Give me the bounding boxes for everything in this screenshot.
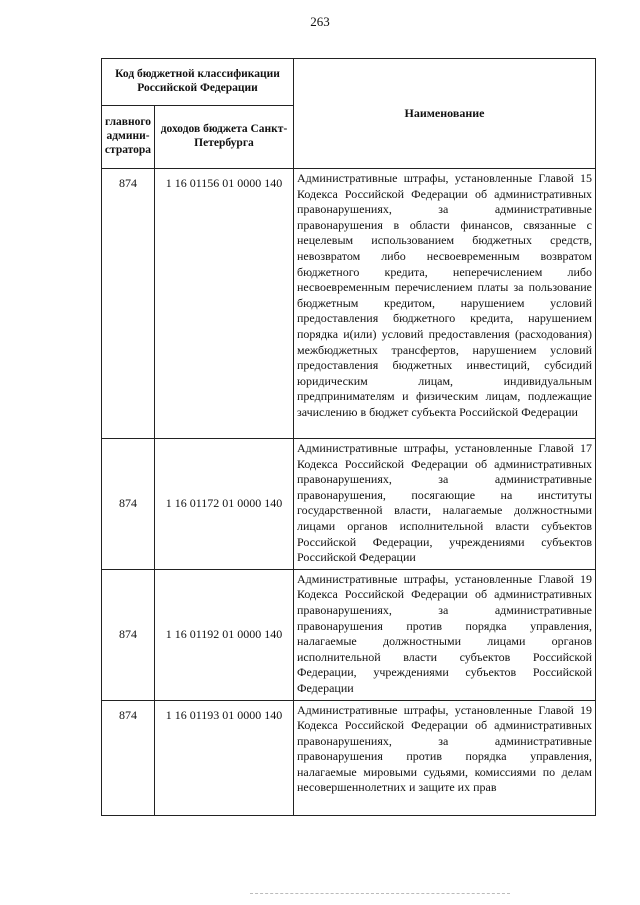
row-admin-code: 874 [102, 439, 155, 570]
header-code-group: Код бюджетной классификации Российской Федерации [102, 59, 294, 106]
row-name: Административные штрафы, установленные Главой 17 Кодекса Российской Федерации об административных правонарушениях, за административные правонарушения, посягающие на институты государственной власти, налагаемые должностными лицами органов исполнительной власти субъектов Российской Федерации, учреждениями субъектов Российской Федерации [294, 439, 596, 570]
page-number: 263 [310, 14, 330, 29]
table-row [102, 700, 596, 815]
row-income-code: 1 16 01156 01 0000 140 [155, 169, 294, 439]
row-income-code: 1 16 01192 01 0000 140 [155, 569, 294, 700]
row-admin-code: 874 [102, 700, 155, 815]
header-admin: главного админи-стратора [102, 106, 155, 169]
footer-divider [250, 893, 510, 895]
table-row [102, 569, 596, 700]
row-admin-code: 874 [102, 169, 155, 439]
header-row-group [102, 59, 596, 106]
row-name: Административные штрафы, установленные Главой 19 Кодекса Российской Федерации об административных правонарушениях, за административные правонарушения против порядка управления, налагаемые мировыми судьями, комиссиями по делам несовершеннолетних и защите их прав [294, 700, 596, 815]
row-income-code: 1 16 01172 01 0000 140 [155, 439, 294, 570]
row-admin-code: 874 [102, 569, 155, 700]
row-income-code: 1 16 01193 01 0000 140 [155, 700, 294, 815]
header-income: доходов бюджета Санкт-Петербурга [155, 106, 294, 169]
table-row [102, 439, 596, 570]
row-name: Административные штрафы, установленные Главой 15 Кодекса Российской Федерации об административных правонарушениях, за административные правонарушения в области финансов, связанные с нецелевым использованием бюджетных средств, невозвратом либо несвоевременным возвратом бюджетного кредита, неперечислением либо несвоевременным перечислением платы за пользование бюджетным кредитом, нарушением условий предоставления бюджетного кредита, нарушением порядка и(или) условий предоставления (расходования) межбюджетных трансфертов, нарушением условий предоставления бюджетных инвестиций, субсидий юридическим лицам, индивидуальным предпринимателям и физическим лицам, подлежащие зачислению в бюджет субъекта Российской Федерации [294, 169, 596, 439]
budget-classification-table [101, 58, 596, 816]
row-name: Административные штрафы, установленные Главой 19 Кодекса Российской Федерации об административных правонарушениях, за административные правонарушения против порядка управления, налагаемые должностными лицами органов исполнительной власти субъектов Российской Федерации, учреждениями субъектов Российской Федерации [294, 569, 596, 700]
header-name: Наименование [294, 59, 596, 169]
table-row [102, 169, 596, 439]
